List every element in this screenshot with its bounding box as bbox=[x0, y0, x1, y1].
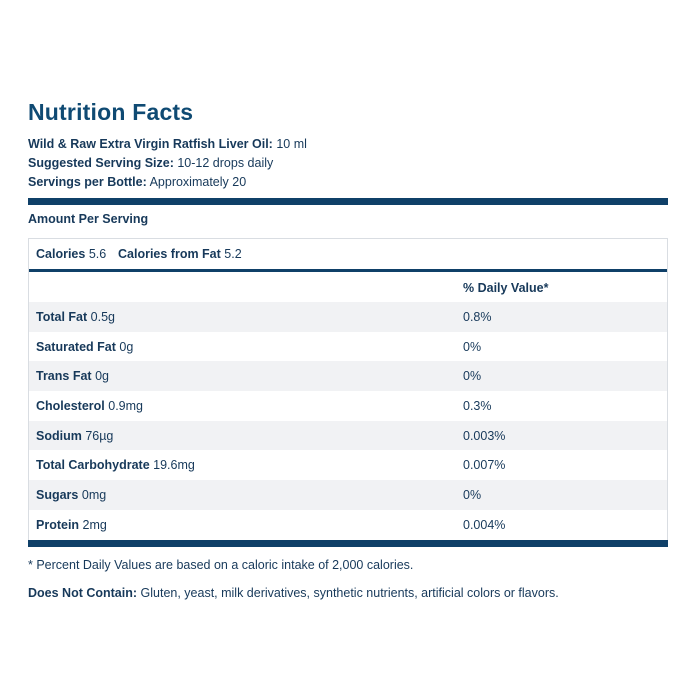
nutrient-daily-value: 0% bbox=[463, 488, 482, 503]
nutrient-amount: 0mg bbox=[81, 488, 107, 503]
nutrient-amount: 76µg bbox=[85, 428, 114, 443]
nutrient-daily-value: 0% bbox=[463, 369, 482, 384]
product-volume-label: Wild & Raw Extra Virgin Ratfish Liver Oil: bbox=[28, 137, 273, 151]
table-row bbox=[29, 480, 667, 510]
nutrient-amount: 0g bbox=[119, 339, 134, 354]
nutrient-amount: 2mg bbox=[82, 517, 107, 532]
table-row bbox=[29, 361, 667, 391]
does-not-contain-value: Gluten, yeast, milk derivatives, synthetic nutrients, artificial colors or flavors. bbox=[140, 586, 559, 600]
calories-from-fat-label: Calories from Fat bbox=[118, 247, 221, 261]
table-row bbox=[29, 510, 667, 540]
product-volume-value: 10 ml bbox=[276, 137, 307, 151]
divider-thick-top bbox=[28, 198, 668, 205]
table-row bbox=[29, 332, 667, 362]
does-not-contain-label: Does Not Contain: bbox=[28, 586, 138, 600]
nutrient-name: Protein bbox=[36, 517, 80, 532]
calories-label: Calories bbox=[36, 247, 86, 261]
nutrient-amount: 19.6mg bbox=[153, 458, 195, 473]
product-volume-line bbox=[28, 135, 307, 154]
does-not-contain-line bbox=[28, 586, 559, 600]
nutrient-name: Trans Fat bbox=[36, 369, 92, 384]
table-row bbox=[29, 450, 667, 480]
daily-value-header-row bbox=[29, 272, 667, 302]
divider-thick-bottom bbox=[28, 540, 668, 547]
table-row bbox=[29, 302, 667, 332]
nutrient-name: Saturated Fat bbox=[36, 339, 116, 354]
amount-per-serving-label: Amount Per Serving bbox=[28, 212, 149, 226]
daily-value-header: % Daily Value* bbox=[463, 281, 549, 295]
nutrient-name: Total Carbohydrate bbox=[36, 458, 150, 473]
serving-size-value: 10-12 drops daily bbox=[177, 156, 274, 170]
serving-size-line bbox=[28, 154, 273, 173]
nutrient-name: Sodium bbox=[36, 428, 82, 443]
nutrient-name: Sugars bbox=[36, 488, 79, 503]
servings-per-bottle-line bbox=[28, 173, 246, 192]
servings-per-bottle-label: Servings per Bottle: bbox=[28, 175, 147, 189]
nutrient-rows bbox=[29, 302, 667, 540]
nutrient-daily-value: 0.003% bbox=[463, 428, 506, 443]
serving-size-label: Suggested Serving Size: bbox=[28, 156, 174, 170]
nutrient-amount: 0g bbox=[95, 369, 109, 384]
nutrient-daily-value: 0% bbox=[463, 339, 482, 354]
nutrient-daily-value: 0.8% bbox=[463, 310, 492, 324]
nutrient-daily-value: 0.004% bbox=[463, 517, 506, 532]
nutrient-name: Total Fat bbox=[36, 310, 88, 324]
calories-item bbox=[36, 247, 106, 261]
page-title: Nutrition Facts bbox=[28, 99, 194, 125]
nutrient-daily-value: 0.3% bbox=[463, 399, 492, 414]
calories-from-fat-item bbox=[118, 247, 242, 261]
calories-value: 5.6 bbox=[88, 247, 107, 261]
nutrition-table bbox=[28, 238, 668, 541]
nutrient-amount: 0.5g bbox=[90, 310, 115, 324]
calories-row bbox=[29, 239, 667, 269]
nutrient-amount: 0.9mg bbox=[108, 399, 143, 414]
servings-per-bottle-value: Approximately 20 bbox=[149, 175, 247, 189]
calories-from-fat-value: 5.2 bbox=[224, 247, 242, 261]
nutrient-name: Cholesterol bbox=[36, 399, 105, 414]
daily-value-footnote: * Percent Daily Values are based on a caloric intake of 2,000 calories. bbox=[28, 558, 414, 572]
table-row bbox=[29, 391, 667, 421]
nutrient-daily-value: 0.007% bbox=[463, 458, 506, 473]
table-row bbox=[29, 421, 667, 451]
